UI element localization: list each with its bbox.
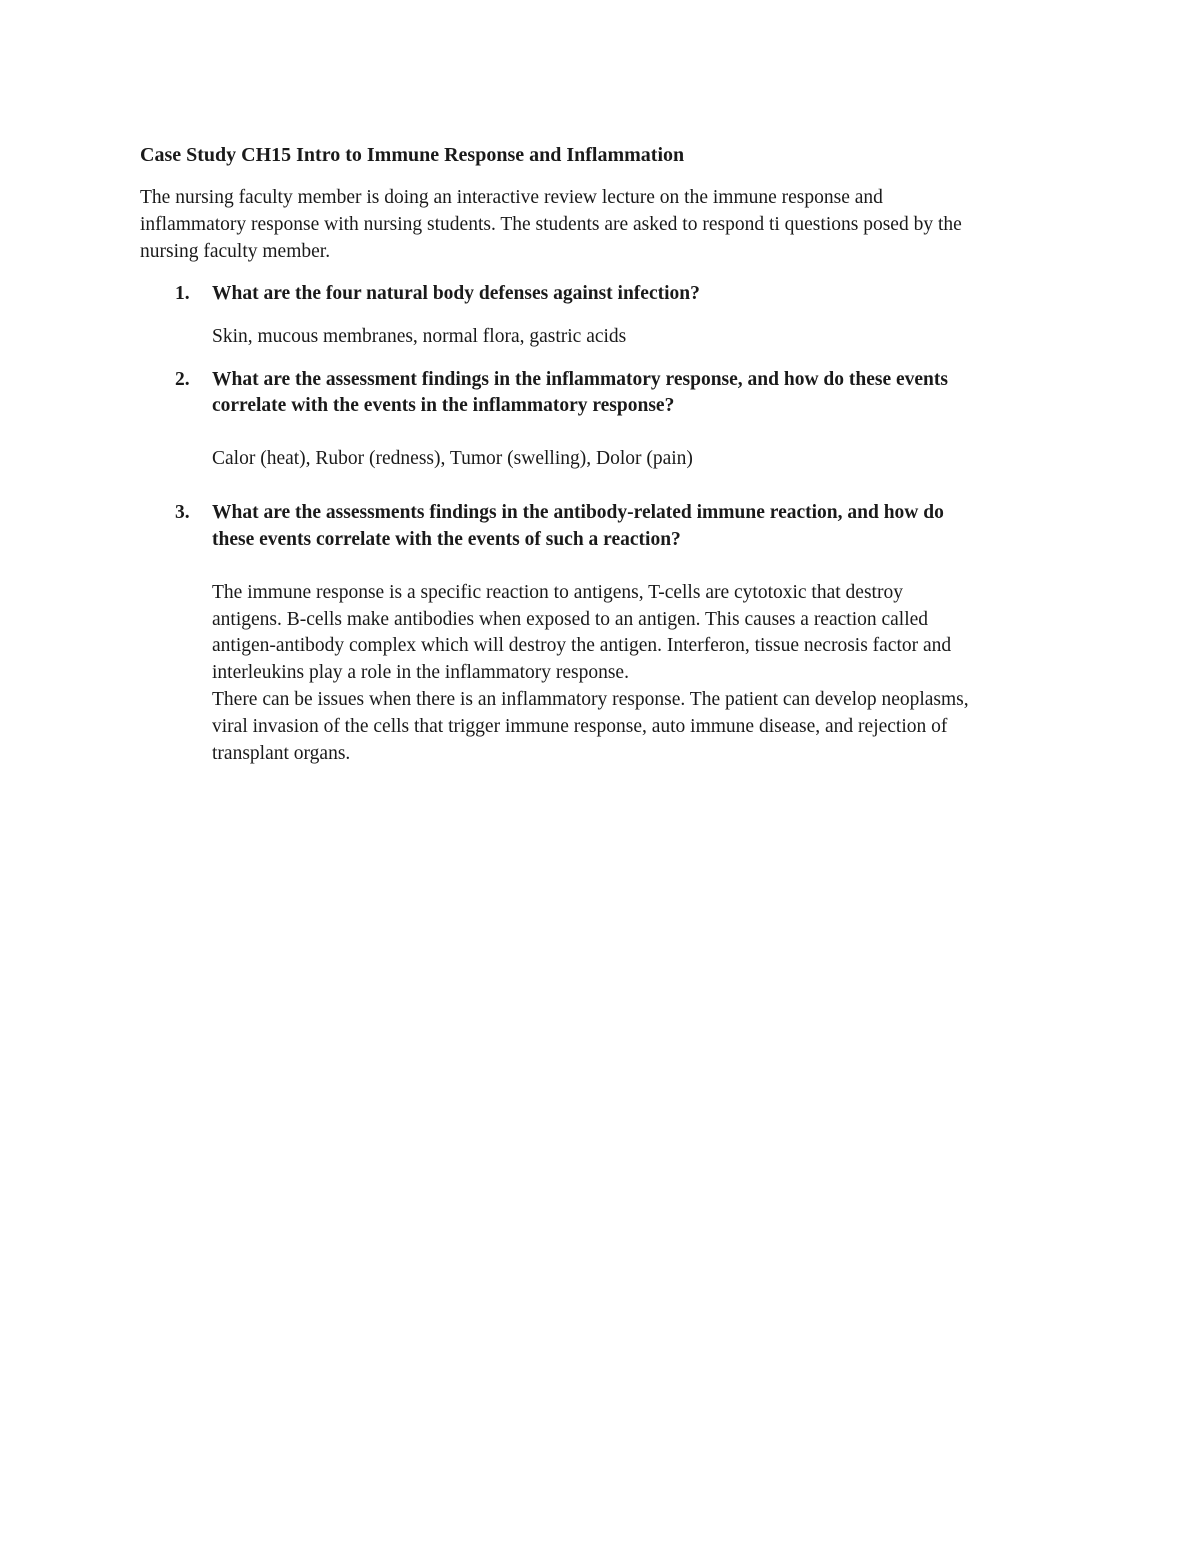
question-text: What are the assessments findings in the antibody-related immune reaction, and how do xyxy=(212,502,944,523)
question-number: 2. xyxy=(175,369,190,390)
answer-text: Skin, mucous membranes, normal flora, gastric acids xyxy=(212,326,627,347)
question-number: 1. xyxy=(175,283,190,304)
question-text: What are the assessment findings in the inflammatory response, and how do these events xyxy=(212,369,948,390)
question-number: 3. xyxy=(175,502,190,523)
intro-line: inflammatory response with nursing students. The students are asked to respond ti questions posed by the xyxy=(140,214,962,235)
answer-text: The immune response is a specific reaction to antigens, T-cells are cytotoxic that destroy xyxy=(212,582,903,603)
answer-text: antigen-antibody complex which will destroy the antigen. Interferon, tissue necrosis factor and xyxy=(212,635,952,656)
answer-text: transplant organs. xyxy=(212,743,351,764)
answer-text: There can be issues when there is an inflammatory response. The patient can develop neoplasms, xyxy=(212,689,969,710)
intro-line: nursing faculty member. xyxy=(140,241,331,262)
question-text: correlate with the events in the inflammatory response? xyxy=(212,395,675,416)
document-title: Case Study CH15 Intro to Immune Response and Inflammation xyxy=(140,144,685,166)
answer-text: antigens. B-cells make antibodies when exposed to an antigen. This causes a reaction called xyxy=(212,609,929,630)
question-text: What are the four natural body defenses against infection? xyxy=(212,283,700,304)
intro-line: The nursing faculty member is doing an interactive review lecture on the immune response and xyxy=(140,187,883,208)
answer-text: interleukins play a role in the inflammatory response. xyxy=(212,662,629,683)
answer-text: Calor (heat), Rubor (redness), Tumor (swelling), Dolor (pain) xyxy=(212,448,693,469)
answer-text: viral invasion of the cells that trigger immune response, auto immune disease, and rejection of xyxy=(212,716,948,737)
question-text: these events correlate with the events of such a reaction? xyxy=(212,529,681,550)
